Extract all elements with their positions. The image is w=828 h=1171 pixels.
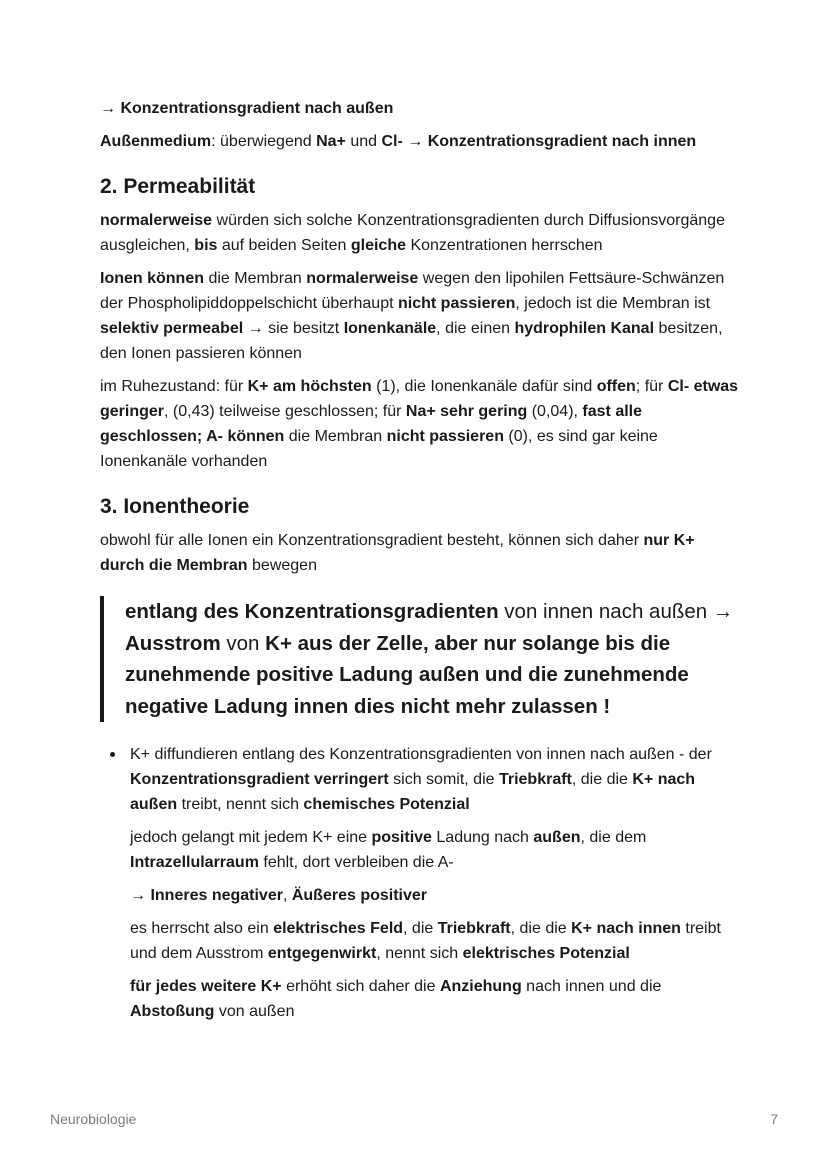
list-item [130, 742, 740, 1024]
list-item-subparagraph: → Inneres negativer, Äußeres positiver [130, 887, 427, 904]
highlight-quote: entlang des Konzentrationsgradienten von innen nach außen → Ausstrom von K+ aus der Zelle, aber nur solange bis die zunehmende positive Ladung außen und die zunehmende negative Ladung innen dies nicht mehr zulassen ! [100, 596, 740, 722]
list-item-text: K+ diffundieren entlang des Konzentrationsgradienten von innen nach außen - der Konzentrationsgradient verringert sich somit, die Triebkraft, die die K+ nach außen treibt, nennt sich chemisches Potenzial [130, 746, 712, 813]
paragraph: Ionen können die Membran normalerweise wegen den lipohilen Fettsäure-Schwänzen der Phospholipiddoppelschicht überhaupt nicht passieren, jedoch ist die Membran ist selektiv permeabel → sie besitzt Ionenkanäle, die einen hydrophilen Kanal besitzen, den Ionen passieren können [100, 270, 725, 362]
page-content [100, 96, 740, 1032]
bullet-icon [110, 752, 115, 757]
paragraph: obwohl für alle Ionen ein Konzentrationsgradient besteht, können sich daher nur K+ durch die Membran bewegen [100, 532, 695, 574]
section-heading-ionentheorie: 3. Ionentheorie [100, 495, 250, 518]
footer-page-number: 7 [770, 1111, 778, 1127]
aussenmedium-line: Außenmedium: überwiegend Na+ und Cl- → Konzentrationsgradient nach innen [100, 133, 697, 150]
section-heading-permeabilitaet: 2. Permeabilität [100, 175, 256, 198]
list-item-subparagraph: es herrscht also ein elektrisches Feld, die Triebkraft, die die K+ nach innen treibt und dem Ausstrom entgegenwirkt, nennt sich elektrisches Potenzial [130, 920, 721, 962]
paragraph: im Ruhezustand: für K+ am höchsten (1), die Ionenkanäle dafür sind offen; für Cl- etwas geringer, (0,43) teilweise geschlossen; für Na+ sehr gering (0,04), fast alle geschlossen; A- können die Membran nicht passieren (0), es sind gar keine Ionenkanäle vorhanden [100, 378, 739, 470]
paragraph: normalerweise würden sich solche Konzentrationsgradienten durch Diffusionsvorgänge ausgleichen, bis auf beiden Seiten gleiche Konzentrationen herrschen [100, 212, 725, 254]
list-item-subparagraph: für jedes weitere K+ erhöht sich daher die Anziehung nach innen und die Abstoßung von außen [130, 978, 662, 1020]
list-item-subparagraph: jedoch gelangt mit jedem K+ eine positive Ladung nach außen, die dem Intrazellularraum fehlt, dort verbleiben die A- [130, 829, 647, 871]
footer-subject: Neurobiologie [50, 1111, 137, 1127]
bullet-list [100, 742, 740, 1024]
intro-arrow-line: → Konzentrationsgradient nach außen [100, 100, 394, 117]
